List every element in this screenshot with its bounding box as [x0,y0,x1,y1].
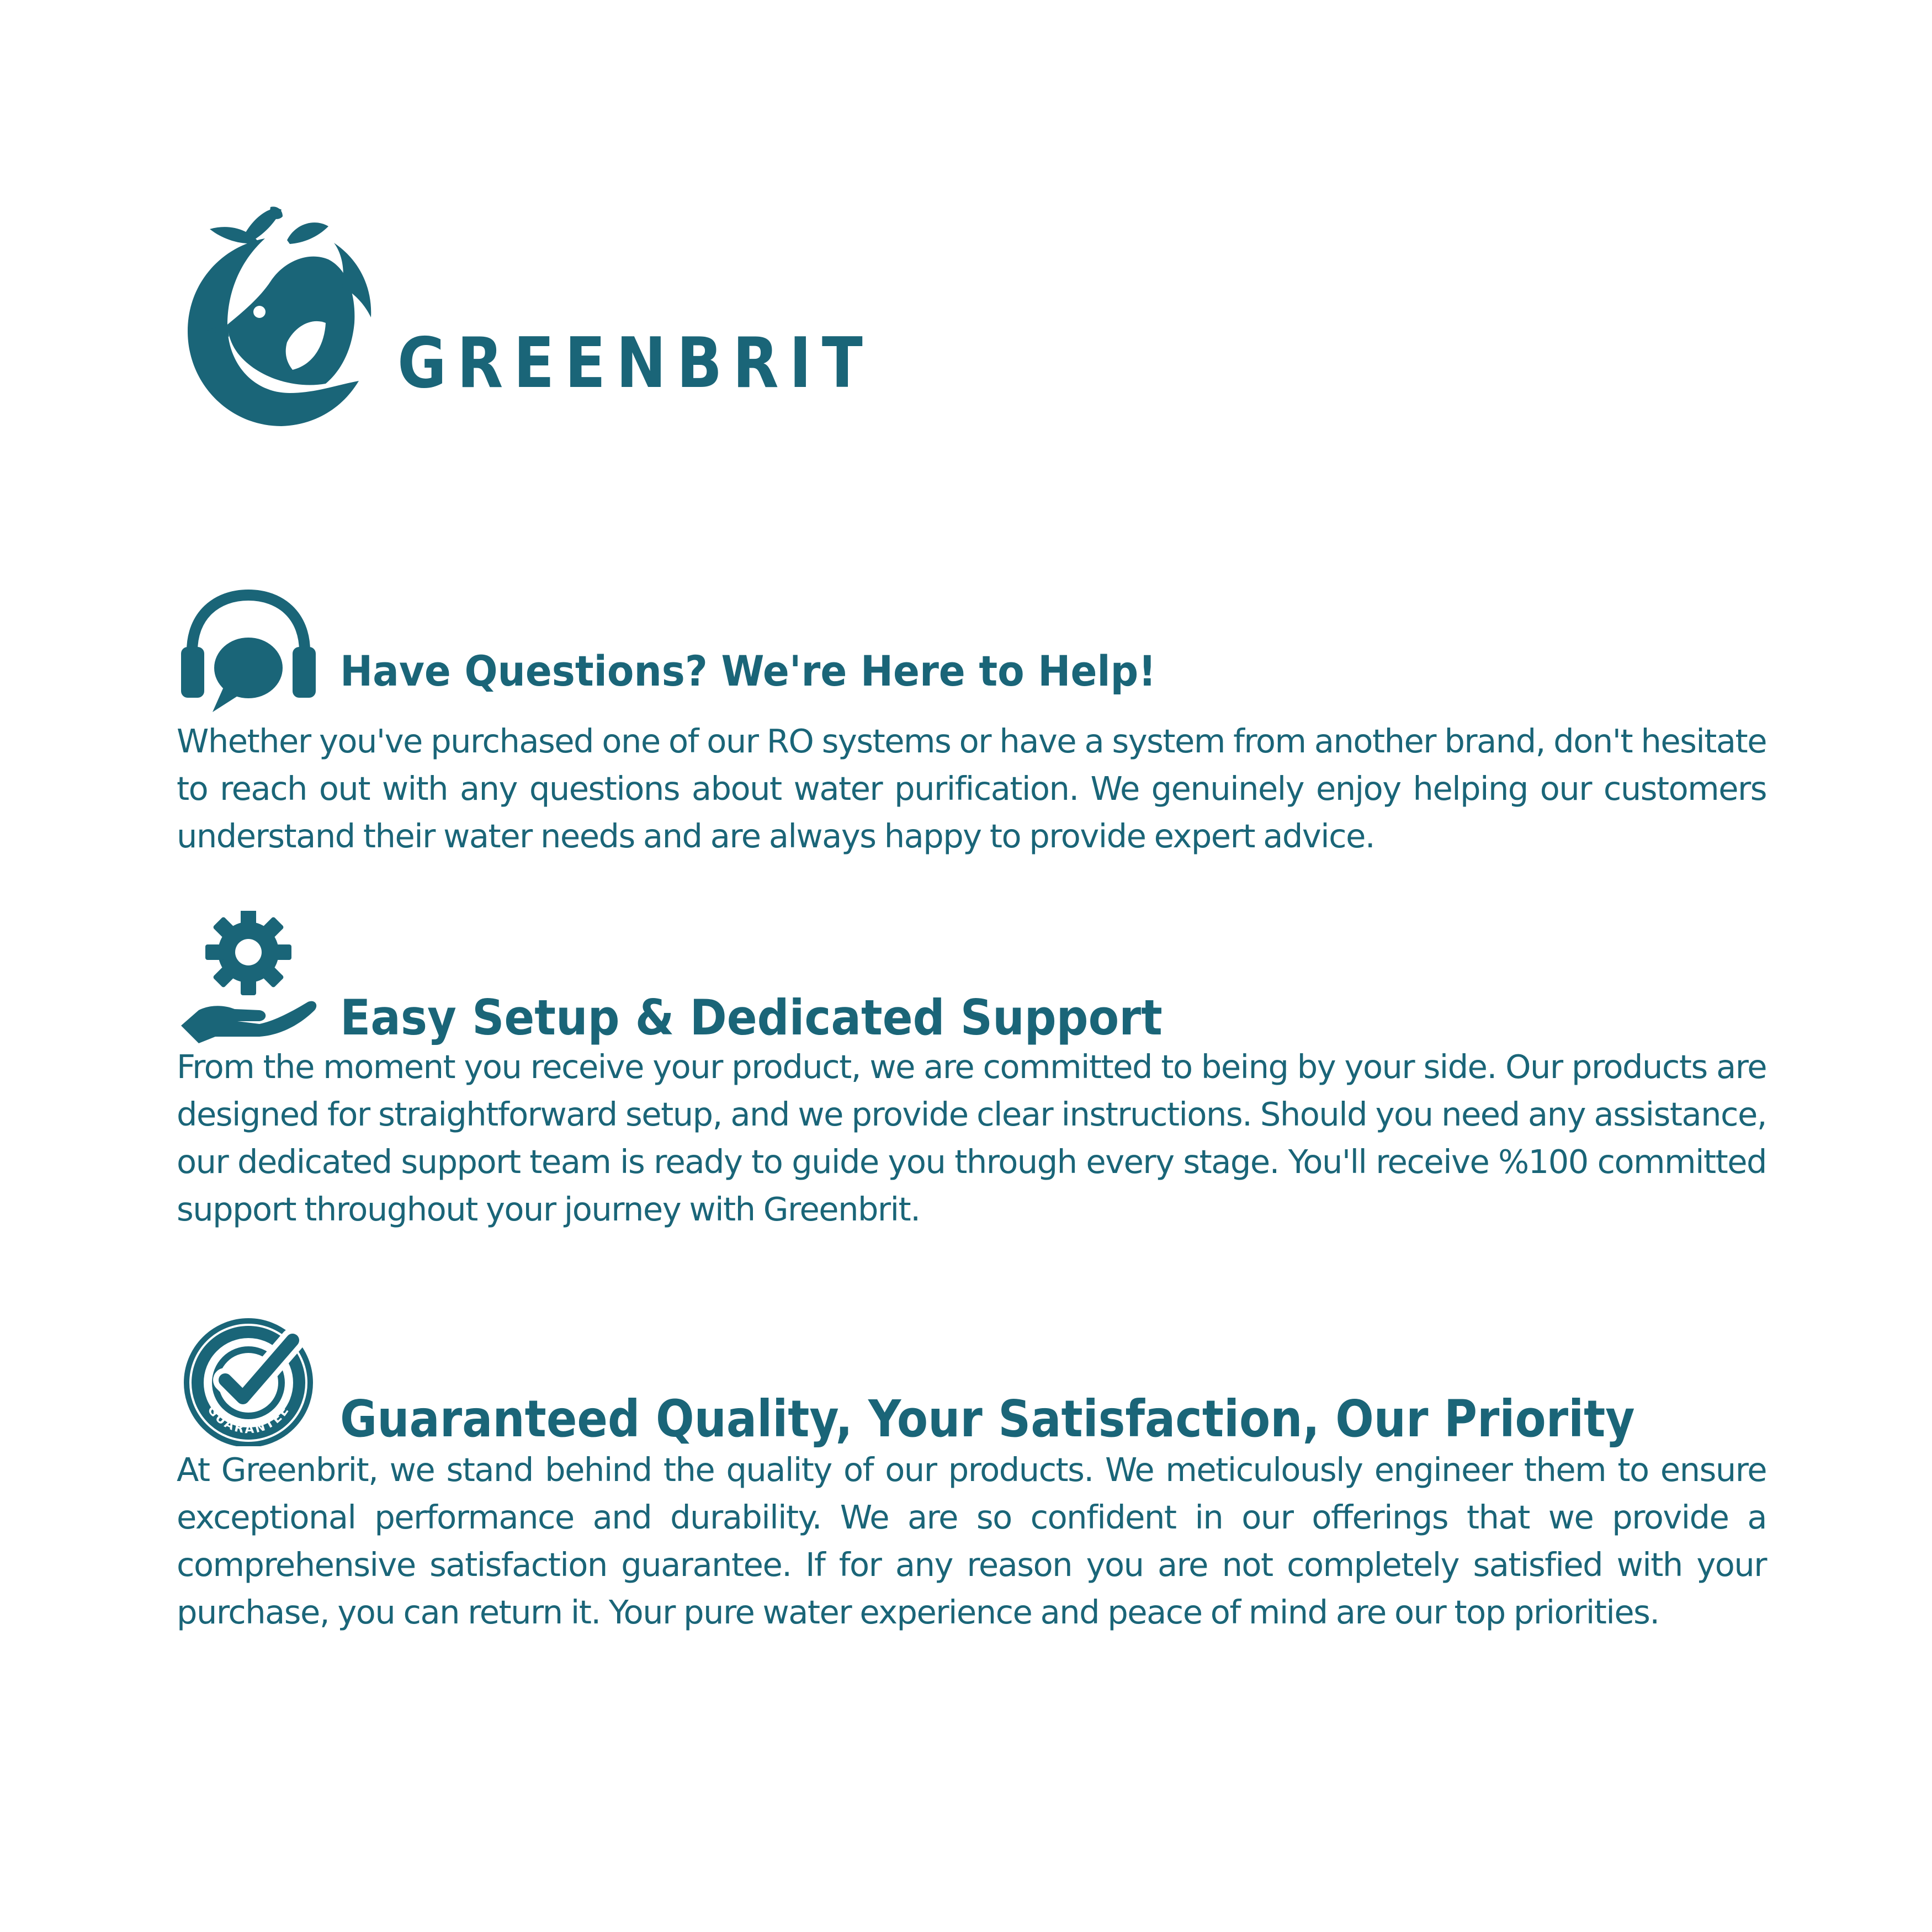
brand-name: GREENBRIT [397,322,873,404]
section-body: At Greenbrit, we stand behind the quality of our products. We meticulously engineer them to ensure exceptional performance and durability. We are so confident in our offerings that we provide a comprehensive satisfaction guarantee. If for any reason you are not completely satisfied with your purchase, you can return it. Your pure water experience and peace of mind are our top priorities. [177,1451,1766,1631]
section-body: From the moment you receive your product, we are committed to being by your side. Our products are designed for straightforward setup, and we provide clear instructions. Should you need any assistance, our dedicated support team is ready to guide you through every stage. You'll receive %100 committed support throughout your journey with Greenbrit. [177,1048,1766,1228]
headset-chat-icon [177,585,320,718]
section-support [177,911,1766,1233]
section-body: Whether you've purchased one of our RO systems or have a system from another brand, don't hesitate to reach out with any questions about water purification. We genuinely enjoy helping our customers understand their water needs and are always happy to provide expert advice. [177,722,1766,855]
section-guarantee [177,1314,1766,1636]
bird-logo-icon [177,199,386,442]
section-help [177,585,1766,860]
section-title: Have Questions? We're Here to Help! [340,646,1156,696]
section-title: Easy Setup & Dedicated Support [340,989,1163,1046]
section-header [177,911,1766,1046]
section-header [177,1314,1766,1446]
section-header [177,585,1766,718]
badge-label: GUARANTEE [204,1403,293,1437]
gear-hand-icon [177,911,320,1043]
guarantee-badge-icon [177,1314,320,1446]
brand-logo [177,199,873,453]
section-title: Guaranteed Quality, Your Satisfaction, Our Priority [340,1389,1635,1448]
